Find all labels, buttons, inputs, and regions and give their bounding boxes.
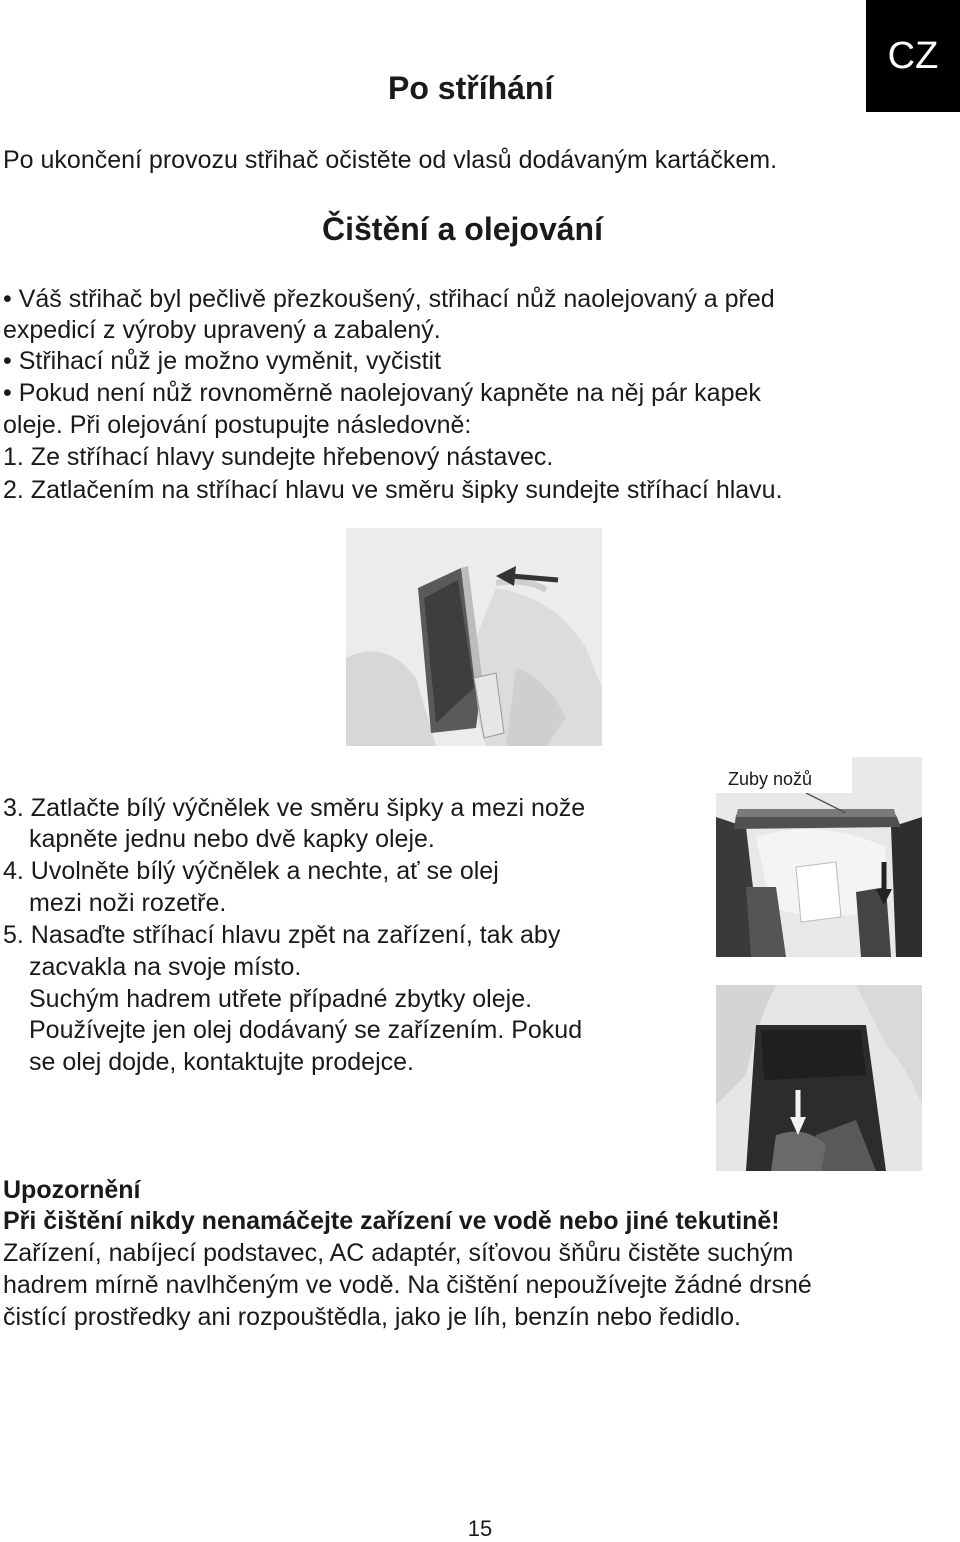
step-line: se olej dojde, kontaktujte prodejce. xyxy=(29,1048,414,1076)
step-line: 4. Uvolněte bílý výčnělek a nechte, ať se olej xyxy=(3,857,499,885)
cleaning-line: oleje. Při olejování postupujte následovně: xyxy=(3,411,472,439)
warning-line: čistící prostředky ani rozpouštědla, jako je líh, benzín nebo ředidlo. xyxy=(3,1303,741,1331)
figure-label: Zuby nožů xyxy=(728,769,813,789)
photo-reattach-head xyxy=(716,985,922,1171)
photo-remove-cutting-head xyxy=(346,528,602,746)
step-line: Používejte jen olej dodávaný se zařízením. Pokud xyxy=(29,1016,583,1044)
cleaning-line: 1. Ze stříhací hlavy sundejte hřebenový nástavec. xyxy=(3,443,554,471)
step-line: Suchým hadrem utřete případné zbytky oleje. xyxy=(29,985,533,1013)
language-tab: CZ xyxy=(866,0,960,112)
warning-line: Zařízení, nabíjecí podstavec, AC adaptér, síťovou šňůru čistěte suchým xyxy=(3,1239,794,1267)
section-title-cleaning: Čištění a olejování xyxy=(322,211,603,247)
after-cutting-text: Po ukončení provozu střihač očistěte od vlasů dodávaným kartáčkem. xyxy=(3,146,778,174)
cleaning-line: • Pokud není nůž rovnoměrně naolejovaný kapněte na něj pár kapek xyxy=(3,379,761,407)
page-number: 15 xyxy=(467,1516,493,1541)
step-line: kapněte jednu nebo dvě kapky oleje. xyxy=(29,825,435,853)
step-line: 5. Nasaďte stříhací hlavu zpět na zařízení, tak aby xyxy=(3,921,561,949)
step-line: zacvakla na svoje místo. xyxy=(29,953,302,981)
warning-bold-line: Při čištění nikdy nenamáčejte zařízení ve vodě nebo jiné tekutině! xyxy=(3,1207,780,1235)
warning-line: hadrem mírně navlhčeným ve vodě. Na čištění nepoužívejte žádné drsné xyxy=(3,1271,812,1299)
step-line: mezi noži rozetře. xyxy=(29,889,227,917)
section-title-after-cutting: Po stříhání xyxy=(388,70,554,106)
step-line: 3. Zatlačte bílý výčnělek ve směru šipky a mezi nože xyxy=(3,794,586,822)
cleaning-line: • Váš střihač byl pečlivě přezkoušený, střihací nůž naolejovaný a před xyxy=(3,285,775,313)
cleaning-line: • Střihací nůž je možno vyměnit, vyčistit xyxy=(3,347,442,375)
cleaning-line: expedicí z výroby upravený a zabalený. xyxy=(3,316,441,344)
warning-heading: Upozornění xyxy=(3,1176,141,1204)
cleaning-line: 2. Zatlačením na stříhací hlavu ve směru šipky sundejte stříhací hlavu. xyxy=(3,476,783,504)
